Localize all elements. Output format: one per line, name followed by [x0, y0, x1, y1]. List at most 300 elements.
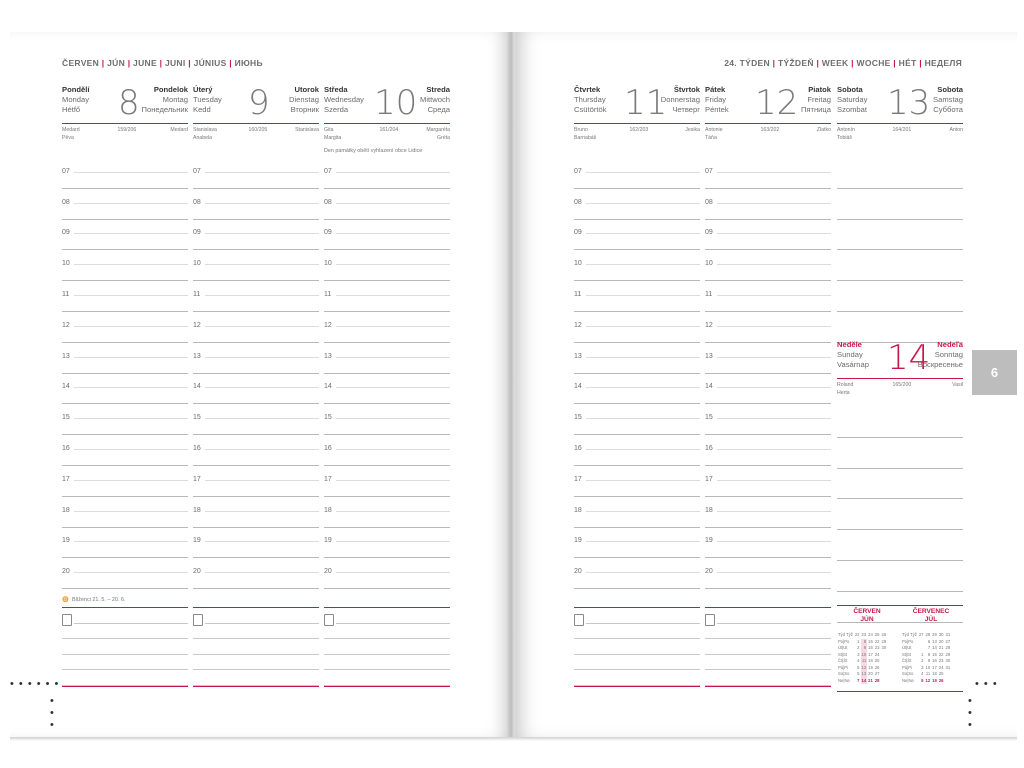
day-name-de: Mittwoch — [420, 95, 450, 104]
hour-row[interactable] — [324, 558, 450, 589]
hour-label: 19 — [193, 537, 201, 545]
notes-area[interactable] — [574, 608, 700, 686]
hour-row[interactable] — [193, 220, 319, 251]
half-hour-line — [205, 264, 319, 265]
hour-label: 16 — [574, 444, 582, 452]
note-line[interactable] — [62, 655, 188, 671]
day-name-hu: Vasárnap — [837, 360, 869, 369]
hour-row[interactable] — [574, 374, 700, 405]
day-cell: 22 — [874, 638, 880, 644]
half-hour-line — [205, 449, 319, 450]
hour-row[interactable] — [324, 312, 450, 343]
day-count: 159/206 — [117, 127, 137, 133]
day-cell: 26 — [938, 677, 944, 683]
day-cell: 28 — [945, 645, 951, 650]
half-hour-line — [74, 203, 188, 204]
day-name-cz: Pátek — [705, 85, 726, 94]
hour-row[interactable] — [324, 497, 450, 528]
hour-row[interactable] — [574, 404, 700, 435]
nameday-left: Antonie — [705, 127, 723, 133]
hour-row[interactable] — [324, 220, 450, 251]
weekday-label: Po|Po — [902, 638, 914, 644]
hour-row[interactable] — [324, 374, 450, 405]
day-cell: 7 — [927, 645, 931, 650]
half-hour-line — [205, 326, 319, 327]
hour-line[interactable] — [837, 158, 963, 189]
hour-row[interactable] — [324, 158, 450, 189]
note-line[interactable] — [705, 670, 831, 686]
half-hour-line — [717, 418, 831, 419]
half-hour-line — [717, 264, 831, 265]
hour-row[interactable] — [62, 466, 188, 497]
note-line[interactable] — [717, 608, 831, 624]
notes-bottom-line — [62, 686, 188, 687]
week-number: 29 — [932, 632, 937, 637]
hour-label: 14 — [574, 383, 582, 391]
day-cell: 17 — [932, 664, 937, 670]
day-cell — [881, 678, 888, 685]
day-names-right — [142, 85, 188, 115]
hour-label: 12 — [574, 321, 582, 329]
hour-row[interactable] — [705, 312, 831, 343]
day-column-d11 — [574, 85, 700, 687]
hour-label: 10 — [705, 260, 713, 268]
hour-label: 16 — [705, 444, 713, 452]
note-line[interactable] — [205, 608, 319, 624]
day-header — [324, 85, 450, 124]
note-line[interactable] — [574, 670, 700, 686]
hour-row[interactable] — [62, 250, 188, 281]
half-hour-line — [717, 295, 831, 296]
hour-label: 13 — [193, 352, 201, 360]
half-hour-line — [205, 172, 319, 173]
hour-row[interactable] — [193, 466, 319, 497]
nameday-left-2: Anabela — [193, 135, 213, 141]
day-names-left — [62, 85, 89, 115]
hour-row[interactable] — [193, 312, 319, 343]
hour-row[interactable] — [574, 466, 700, 497]
note-line[interactable] — [193, 624, 319, 640]
month-tab[interactable]: 6 — [972, 350, 1017, 395]
half-hour-line — [717, 480, 831, 481]
hour-row[interactable] — [574, 281, 700, 312]
half-hour-line — [336, 480, 450, 481]
hour-row[interactable] — [62, 558, 188, 589]
note-line[interactable] — [324, 639, 450, 655]
week-label: Týd Týž — [902, 632, 917, 637]
half-hour-line — [336, 511, 450, 512]
hour-label: 19 — [705, 537, 713, 545]
hour-line[interactable] — [837, 220, 963, 251]
hour-label: 08 — [193, 198, 201, 206]
hour-row[interactable] — [193, 404, 319, 435]
half-hour-line — [586, 572, 700, 573]
day-number: 11 — [624, 83, 668, 123]
half-hour-line — [205, 572, 319, 573]
half-hour-line — [586, 418, 700, 419]
note-line[interactable] — [62, 639, 188, 655]
hour-label: 18 — [574, 506, 582, 514]
hour-label: 10 — [193, 260, 201, 268]
hour-row[interactable] — [574, 343, 700, 374]
zodiac-note: Blíženci 21. 5. – 20. 6. — [72, 597, 126, 604]
hour-row[interactable] — [574, 158, 700, 189]
half-hour-line — [717, 357, 831, 358]
nameday-info — [324, 124, 450, 158]
day-cell — [945, 678, 952, 685]
week-number: 27 — [918, 632, 924, 637]
hour-line[interactable] — [837, 189, 963, 220]
hour-row[interactable] — [705, 435, 831, 466]
note-line[interactable] — [324, 655, 450, 671]
hour-line[interactable] — [837, 530, 963, 561]
day-cell: 12 — [925, 677, 931, 683]
hour-row[interactable] — [193, 343, 319, 374]
day-cell: 30 — [945, 658, 951, 663]
hour-label: 09 — [705, 229, 713, 237]
half-hour-line — [717, 511, 831, 512]
hour-label: 15 — [193, 414, 201, 422]
day-cell: 20 — [868, 671, 873, 676]
page-shadow — [10, 737, 1017, 741]
day-cell: 9 — [861, 645, 868, 652]
half-hour-line — [586, 449, 700, 450]
day-cell: 2 — [857, 645, 860, 650]
half-hour-line — [205, 387, 319, 388]
weekday-label: St|St — [902, 651, 912, 657]
day-cell: 22 — [938, 651, 944, 657]
hour-row[interactable] — [62, 404, 188, 435]
day-names-left — [574, 85, 607, 115]
half-hour-line — [74, 295, 188, 296]
hour-label: 20 — [705, 568, 713, 576]
hour-row[interactable] — [705, 281, 831, 312]
hour-row[interactable] — [193, 528, 319, 559]
note-line[interactable] — [193, 670, 319, 686]
hour-row[interactable] — [324, 435, 450, 466]
hour-label: 07 — [705, 167, 713, 175]
day-number: 13 — [887, 83, 931, 123]
day-cell: 25 — [938, 671, 944, 676]
hour-row[interactable] — [62, 312, 188, 343]
weekday-label: Út|Ut — [902, 645, 912, 650]
day-name-de: Sonntag — [934, 350, 963, 359]
half-hour-line — [336, 264, 450, 265]
week-number: 31 — [945, 632, 951, 637]
note-line[interactable] — [705, 639, 831, 655]
half-hour-line — [717, 572, 831, 573]
day-names-right — [661, 85, 700, 115]
notes-bottom-line — [574, 686, 700, 687]
hour-line[interactable] — [837, 250, 963, 281]
note-line[interactable] — [62, 670, 188, 686]
half-hour-line — [586, 203, 700, 204]
nameday-left: Gita — [324, 127, 334, 133]
day-cell: 8 — [927, 651, 931, 657]
day-cell: 26 — [874, 664, 880, 670]
hour-row[interactable] — [705, 374, 831, 405]
hour-label: 18 — [324, 506, 332, 514]
day-names-left — [324, 85, 364, 115]
hour-label: 09 — [193, 229, 201, 237]
hour-label: 18 — [62, 506, 70, 514]
half-hour-line — [586, 295, 700, 296]
day-number: 12 — [755, 83, 799, 123]
hour-row[interactable] — [574, 250, 700, 281]
hour-row[interactable] — [574, 435, 700, 466]
day-name-cz: Neděle — [837, 340, 862, 349]
nameday-left: Roland — [837, 382, 854, 388]
hour-row[interactable] — [62, 374, 188, 405]
hour-row[interactable] — [705, 220, 831, 251]
day-header — [193, 85, 319, 124]
half-hour-line — [717, 326, 831, 327]
nameday-left-2: Barnabáš — [574, 135, 597, 141]
hour-row[interactable] — [62, 220, 188, 251]
note-line[interactable] — [574, 624, 700, 640]
half-hour-line — [717, 203, 831, 204]
hour-row[interactable] — [62, 435, 188, 466]
half-hour-line — [586, 480, 700, 481]
hour-row[interactable] — [62, 189, 188, 220]
day-cell: 23 — [938, 658, 944, 663]
half-hour-line — [586, 541, 700, 542]
notes-area[interactable] — [193, 608, 319, 686]
mini-cal-bottom-line — [837, 691, 963, 692]
note-line[interactable] — [193, 655, 319, 671]
note-icon — [324, 614, 334, 626]
nameday-info — [193, 124, 319, 150]
hour-row[interactable] — [705, 158, 831, 189]
day-cell: 18 — [868, 658, 873, 663]
hour-label: 20 — [193, 568, 201, 576]
hour-label: 08 — [574, 198, 582, 206]
day-names-right — [289, 85, 319, 115]
half-hour-line — [336, 449, 450, 450]
hour-label: 18 — [193, 506, 201, 514]
weekday-label: St|St — [838, 651, 848, 657]
note-line[interactable] — [574, 639, 700, 655]
day-cell: 23 — [874, 645, 880, 650]
day-name-cz: Pondělí — [62, 85, 90, 94]
nameday-right: Zlatko — [816, 127, 831, 133]
hour-label: 20 — [324, 568, 332, 576]
day-column-d13 — [837, 85, 963, 343]
hour-line[interactable] — [837, 561, 963, 592]
day-names-left — [837, 340, 869, 370]
day-name-en: Saturday — [837, 95, 868, 104]
hour-row[interactable] — [574, 220, 700, 251]
nameday-right: Anton — [949, 127, 963, 133]
hour-line[interactable] — [837, 281, 963, 312]
hour-row[interactable] — [705, 250, 831, 281]
hour-line[interactable] — [837, 407, 963, 438]
day-name-de: Samstag — [933, 95, 963, 104]
day-name-ru: Суббота — [933, 105, 963, 114]
hour-row[interactable] — [193, 189, 319, 220]
hour-row[interactable] — [193, 158, 319, 189]
hour-label: 12 — [705, 321, 713, 329]
hour-label: 13 — [62, 352, 70, 360]
hour-row[interactable] — [705, 189, 831, 220]
half-hour-line — [74, 480, 188, 481]
day-name-sk: Nedeľa — [937, 340, 963, 349]
half-hour-line — [205, 233, 319, 234]
day-cell: 11 — [925, 671, 931, 676]
hour-row[interactable] — [193, 250, 319, 281]
hour-row[interactable] — [705, 558, 831, 589]
day-count: 162/203 — [629, 127, 649, 133]
hour-row[interactable] — [574, 189, 700, 220]
hour-label: 14 — [324, 383, 332, 391]
hour-row[interactable] — [324, 343, 450, 374]
hour-row[interactable] — [62, 497, 188, 528]
day-name-ru: Понедельник — [141, 105, 188, 114]
hour-label: 07 — [574, 167, 582, 175]
hour-row[interactable] — [193, 558, 319, 589]
hour-row[interactable] — [574, 528, 700, 559]
note-line[interactable] — [586, 608, 700, 624]
hour-line[interactable] — [837, 469, 963, 500]
day-name-sk: Štvrtok — [673, 85, 700, 94]
hour-row[interactable] — [574, 558, 700, 589]
day-name-ru: Среда — [427, 105, 450, 114]
day-count: 165/200 — [892, 382, 912, 388]
decorative-dots-right-2: • • • — [968, 695, 973, 731]
day-cell: 10 — [861, 651, 867, 657]
hour-label: 15 — [324, 414, 332, 422]
half-hour-line — [336, 572, 450, 573]
note-line[interactable] — [62, 624, 188, 640]
half-hour-line — [586, 511, 700, 512]
hour-row[interactable] — [193, 497, 319, 528]
day-names-left — [705, 85, 729, 115]
half-hour-line — [336, 203, 450, 204]
hour-row[interactable] — [62, 281, 188, 312]
day-name-ru: Воскресенье — [917, 360, 963, 369]
weekday-label: Ne|Ne — [838, 677, 850, 683]
day-header — [837, 340, 963, 379]
hour-row[interactable] — [193, 435, 319, 466]
note-icon — [705, 614, 715, 626]
day-name-ru: Пятница — [800, 105, 831, 114]
hour-label: 20 — [574, 568, 582, 576]
hour-line[interactable] — [837, 438, 963, 469]
hour-line[interactable] — [837, 499, 963, 530]
hour-label: 16 — [62, 444, 70, 452]
half-hour-line — [336, 387, 450, 388]
note-line[interactable] — [574, 655, 700, 671]
nameday-right: Medard — [170, 127, 188, 133]
half-hour-line — [74, 233, 188, 234]
day-cell: 8 — [861, 639, 868, 646]
note-line[interactable] — [324, 670, 450, 686]
day-name-cz: Čtvrtek — [574, 85, 601, 94]
hour-label: 10 — [62, 260, 70, 268]
hour-row[interactable] — [574, 312, 700, 343]
day-names-right — [420, 85, 450, 115]
hour-row[interactable] — [324, 466, 450, 497]
half-hour-line — [717, 387, 831, 388]
weekday-label: Po|Po — [838, 638, 850, 644]
note-line[interactable] — [705, 655, 831, 671]
half-hour-line — [336, 295, 450, 296]
hour-row[interactable] — [324, 281, 450, 312]
nameday-left-2: Táňa — [705, 135, 717, 141]
notes-area[interactable] — [62, 608, 188, 686]
notes-area[interactable] — [705, 608, 831, 686]
hour-label: 11 — [193, 290, 201, 298]
half-hour-line — [205, 418, 319, 419]
day-cell: 4 — [921, 671, 924, 676]
day-name-de: Donnerstag — [660, 95, 700, 104]
day-cell: 24 — [938, 664, 944, 670]
hour-label: 08 — [62, 198, 70, 206]
note-line[interactable] — [324, 624, 450, 640]
weekday-label: Pá|Pi — [902, 664, 912, 670]
day-cell: 6 — [857, 671, 860, 676]
note-line[interactable] — [705, 624, 831, 640]
day-cell: 10 — [925, 664, 931, 670]
hour-row[interactable] — [705, 528, 831, 559]
day-column-d10 — [324, 85, 450, 687]
hour-row[interactable] — [193, 281, 319, 312]
hour-row[interactable] — [62, 158, 188, 189]
hour-row[interactable] — [62, 528, 188, 559]
note-line[interactable] — [193, 639, 319, 655]
hour-row[interactable] — [324, 189, 450, 220]
half-hour-line — [74, 326, 188, 327]
day-count: 163/202 — [760, 127, 780, 133]
hour-label: 12 — [62, 321, 70, 329]
hour-row[interactable] — [705, 343, 831, 374]
day-count: 164/201 — [892, 127, 912, 133]
hour-row[interactable] — [705, 466, 831, 497]
day-names-right — [801, 85, 831, 115]
day-cell: 31 — [945, 664, 951, 670]
hour-row[interactable] — [705, 497, 831, 528]
hour-row[interactable] — [324, 250, 450, 281]
hour-label: 17 — [574, 475, 582, 483]
week-number: 24 — [868, 632, 873, 637]
holiday-note: Den památky obětí vyhlazení obce Lidice — [324, 148, 423, 154]
day-name-en: Thursday — [574, 95, 606, 104]
note-line[interactable] — [74, 608, 188, 624]
half-hour-line — [336, 357, 450, 358]
decorative-dots-right: • • • — [975, 678, 998, 690]
hour-row[interactable] — [574, 497, 700, 528]
note-icon — [62, 614, 72, 626]
day-cell: 11 — [861, 658, 867, 663]
weekday-label: Ne|Ne — [902, 677, 914, 683]
hour-row[interactable] — [324, 404, 450, 435]
half-hour-line — [586, 357, 700, 358]
week-label: Týd Týž — [838, 632, 853, 637]
notes-area[interactable] — [324, 608, 450, 686]
hour-row[interactable] — [324, 528, 450, 559]
note-line[interactable] — [336, 608, 450, 624]
hour-row[interactable] — [705, 404, 831, 435]
half-hour-line — [336, 541, 450, 542]
nameday-right: Margaréta — [426, 127, 450, 133]
note-icon — [193, 614, 203, 626]
hour-row[interactable] — [193, 374, 319, 405]
day-cell: 3 — [921, 664, 924, 670]
hour-row[interactable] — [62, 343, 188, 374]
day-names-right — [933, 85, 963, 115]
nameday-info — [574, 124, 700, 150]
half-hour-line — [205, 480, 319, 481]
